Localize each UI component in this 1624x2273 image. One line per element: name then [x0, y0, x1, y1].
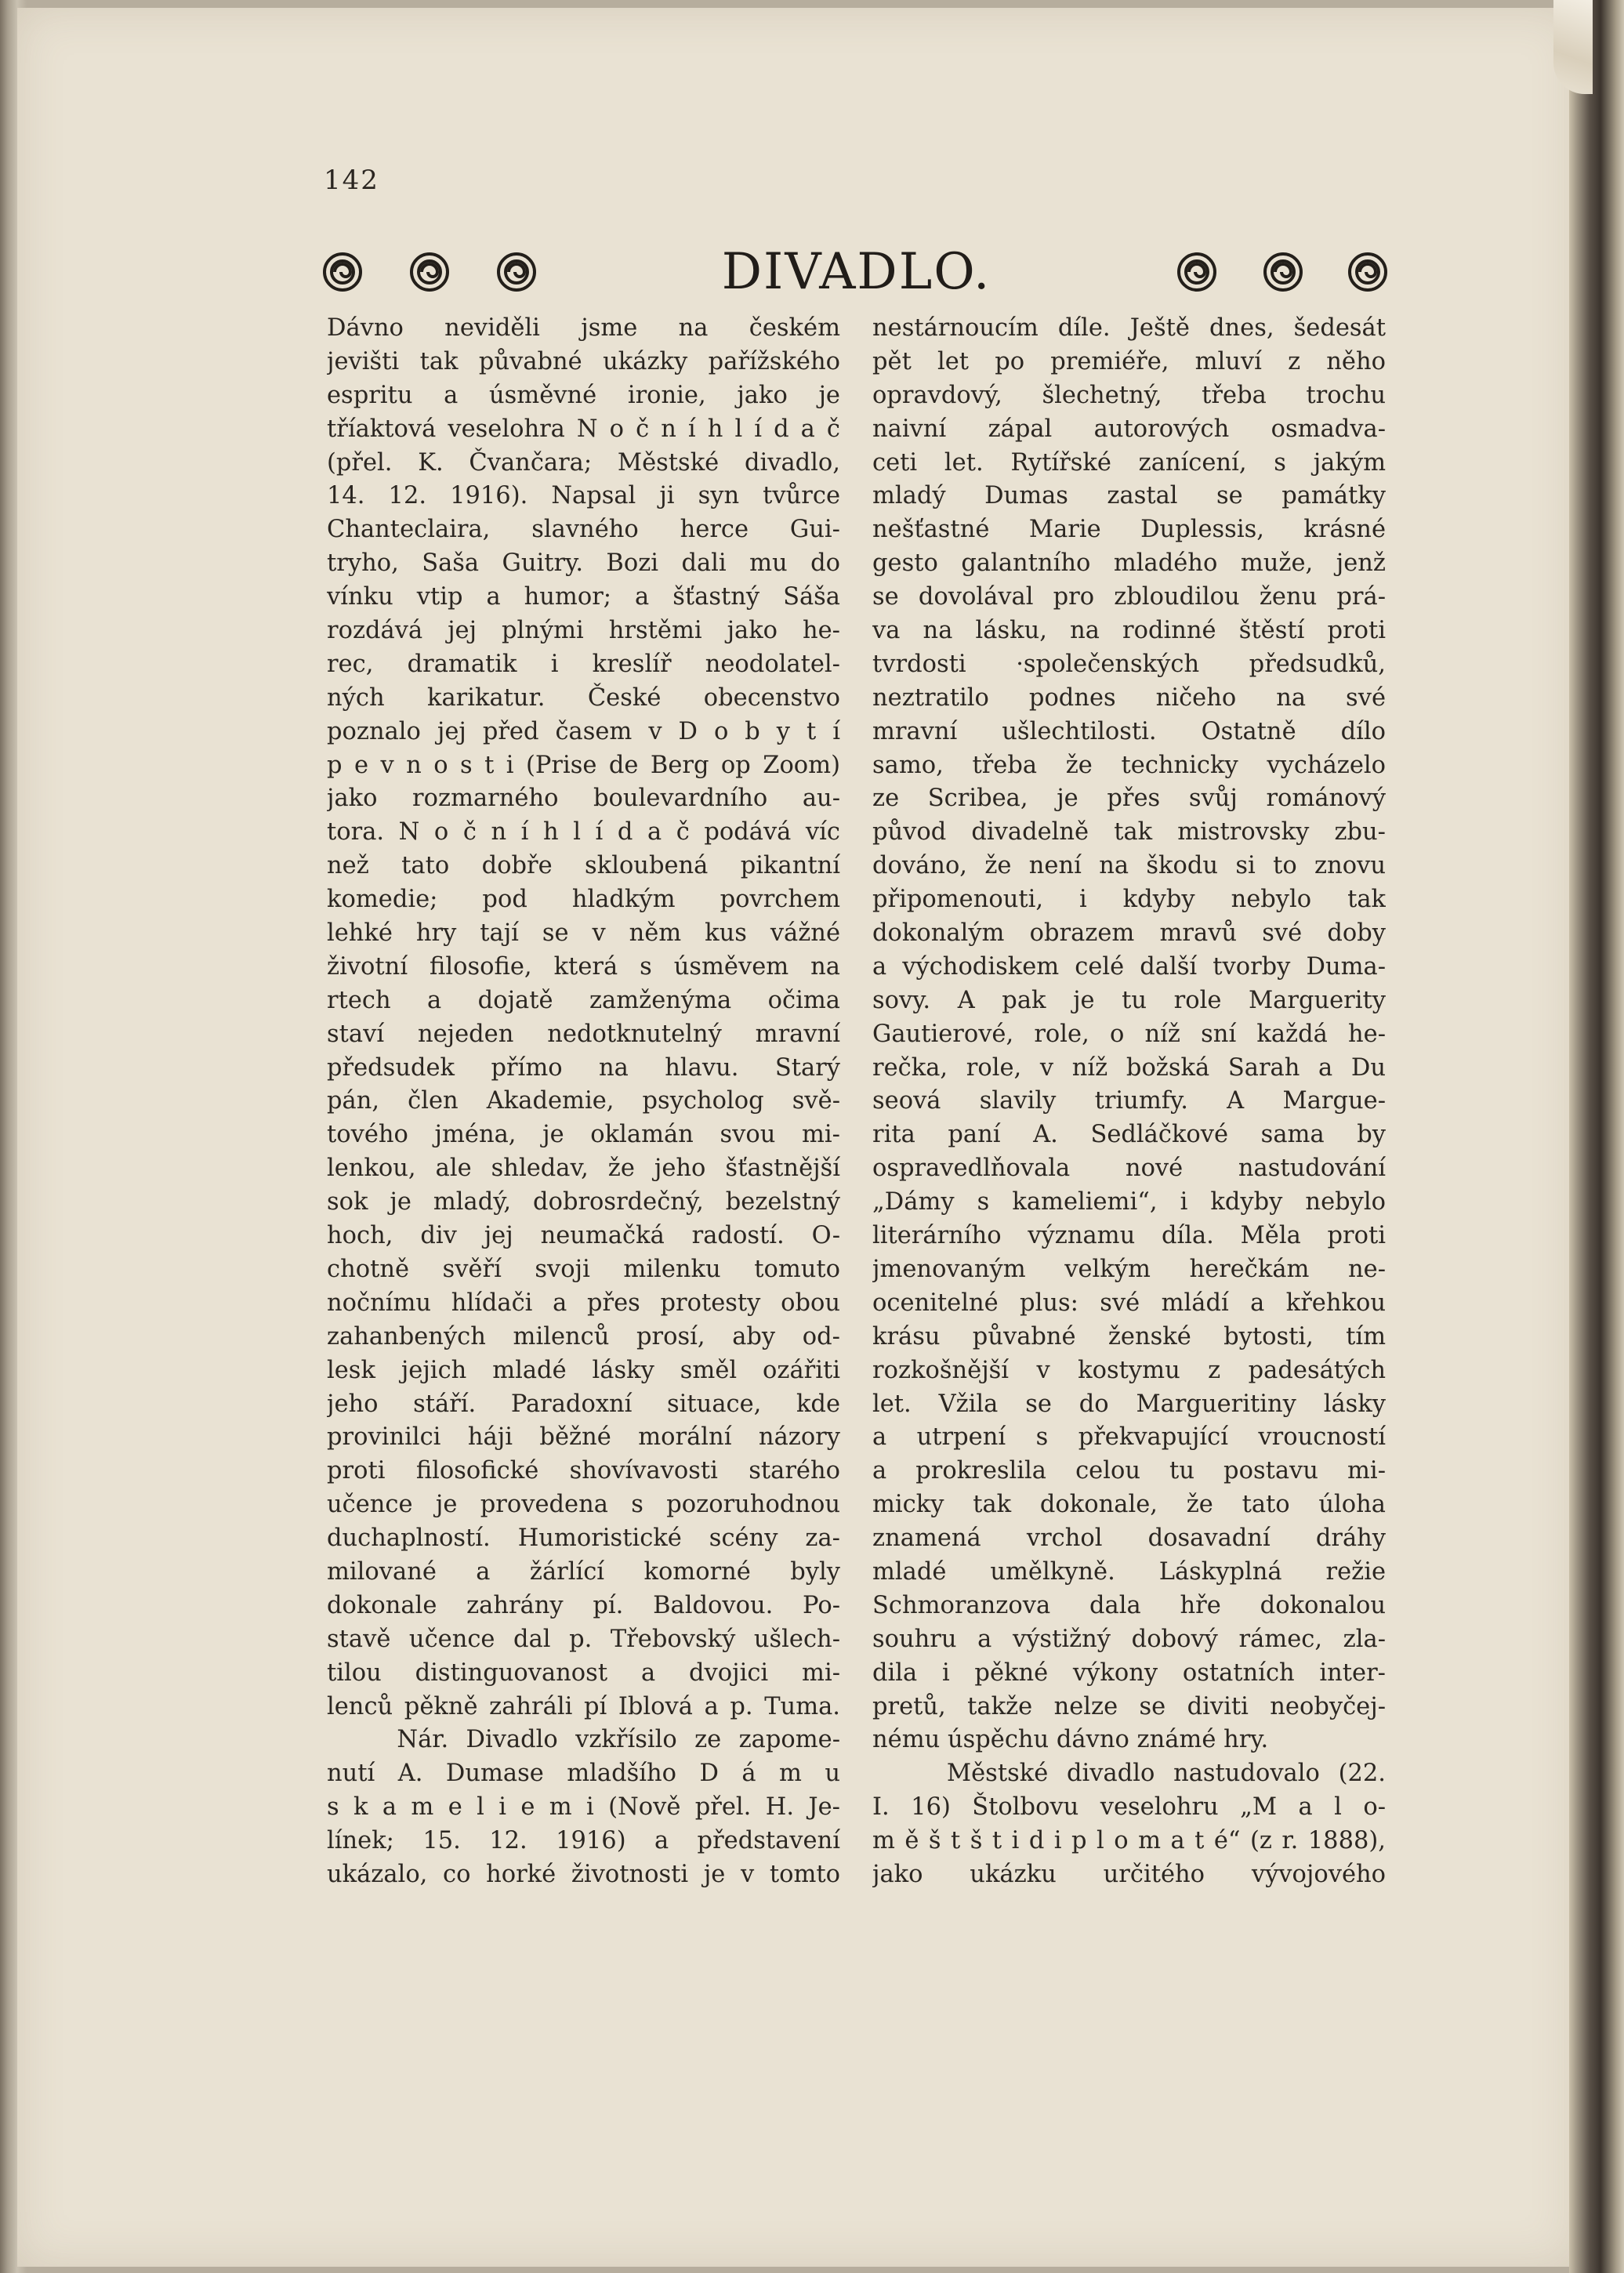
- text-line: nešťastné Marie Duplessis, krásné: [872, 516, 1386, 544]
- text-line: sok je mladý, dobrosrdečný, bezelstný: [327, 1188, 840, 1216]
- text-line: lenkou, ale shledav, že jeho šťastnější: [327, 1155, 840, 1183]
- text-line: znamená vrchol dosavadní dráhy: [872, 1524, 1386, 1553]
- text-line: p e v n o s t i (Prise de Berg op Zoom): [327, 751, 840, 779]
- text-line: nutí A. Dumase mladšího D á m u: [327, 1760, 840, 1788]
- text-line: I. 16) Štolbovu veselohru „M a l o-: [872, 1793, 1386, 1822]
- text-line: tového jména, je oklamán svou mi-: [327, 1121, 840, 1149]
- text-line: dováno, že není na škodu si to znovu: [872, 852, 1386, 880]
- text-line: nestárnoucím díle. Ještě dnes, šedesát: [872, 314, 1386, 342]
- text-line: tříaktová veselohra N o č n í h l í d a č: [327, 415, 840, 443]
- text-line: (přel. K. Čvančara; Městské divadlo,: [327, 448, 840, 477]
- text-line: životní filosofie, která s úsměvem na: [327, 952, 840, 981]
- text-line: jeho stáří. Paradoxní situace, kde: [327, 1390, 840, 1418]
- text-line: ze Scribea, je přes svůj románový: [872, 785, 1386, 813]
- rose-ornament-icon: [1347, 251, 1389, 293]
- text-line: neztratilo podnes ničeho na své: [872, 683, 1386, 712]
- text-line: stavě učence dal p. Třebovský ušlech-: [327, 1625, 840, 1653]
- text-line: chotně svěří svoji milenku tomuto: [327, 1255, 840, 1283]
- text-line: zahanbených milenců prosí, aby od-: [327, 1322, 840, 1350]
- text-line: gesto galantního mladého muže, jenž: [872, 549, 1386, 578]
- text-column-right: [872, 312, 1386, 1892]
- text-line: Městské divadlo nastudovalo (22.: [872, 1760, 1386, 1788]
- text-line: Chanteclaira, slavného herce Gui-: [327, 516, 840, 544]
- text-line: rečka, role, v níž božská Sarah a Du: [872, 1053, 1386, 1082]
- text-line: espritu a úsměvné ironie, jako je: [327, 381, 840, 409]
- text-line: „Dámy s kameliemi“, i kdyby nebylo: [872, 1188, 1386, 1216]
- text-line: rec, dramatik i kreslíř neodolatel-: [327, 650, 840, 678]
- text-line: tryho, Saša Guitry. Bozi dali mu do: [327, 549, 840, 578]
- text-line: poznalo jej před časem v D o b y t í: [327, 717, 840, 745]
- text-line: pán, člen Akademie, psycholog svě-: [327, 1087, 840, 1115]
- text-line: ných karikatur. České obecenstvo: [327, 683, 840, 712]
- text-line: předsudek přímo na hlavu. Starý: [327, 1053, 840, 1082]
- rose-ornament-icon: [1176, 251, 1218, 293]
- text-line: lehké hry tají se v něm kus vážné: [327, 919, 840, 948]
- text-line: mravní ušlechtilosti. Ostatně dílo: [872, 717, 1386, 745]
- text-line: lesk jejich mladé lásky směl ozářiti: [327, 1356, 840, 1384]
- text-line: dokonale zahrány pí. Baldovou. Po-: [327, 1591, 840, 1619]
- text-line: souhru a výstižný dobový rámec, zla-: [872, 1625, 1386, 1653]
- text-line: let. Vžila se do Margueritiny lásky: [872, 1390, 1386, 1418]
- text-line: provinilci háji běžné morální názory: [327, 1423, 840, 1452]
- text-line: naivní zápal autorových osmadva-: [872, 415, 1386, 443]
- text-line: jmenovaným velkým herečkám ne-: [872, 1255, 1386, 1283]
- text-line: va na lásku, na rodinné štěstí proti: [872, 617, 1386, 645]
- text-line: pět let po premiéře, mluví z něho: [872, 347, 1386, 375]
- text-line: rozkošnější v kostymu z padesátých: [872, 1356, 1386, 1384]
- rose-ornament-icon: [1262, 251, 1304, 293]
- text-line: a východiskem celé další tvorby Duma-: [872, 952, 1386, 981]
- text-line: rozdává jej plnými hrstěmi jako he-: [327, 617, 840, 645]
- text-line: jevišti tak půvabné ukázky pařížského: [327, 347, 840, 375]
- text-line: staví nejeden nedotknutelný mravní: [327, 1020, 840, 1048]
- text-line: vínku vtip a humor; a šťastný Sáša: [327, 583, 840, 611]
- text-line: ospravedlňovala nové nastudování: [872, 1155, 1386, 1183]
- text-line: Gautierové, role, o níž sní každá he-: [872, 1020, 1386, 1048]
- text-line: opravdový, šlechetný, třeba trochu: [872, 381, 1386, 409]
- page-corner-curl: [1553, 0, 1593, 94]
- text-line: Nár. Divadlo vzkřísilo ze zapome-: [327, 1726, 840, 1754]
- text-line: jako ukázku určitého vývojového: [872, 1860, 1386, 1888]
- text-line: Dávno neviděli jsme na českém: [327, 314, 840, 342]
- text-line: duchaplností. Humoristické scény za-: [327, 1524, 840, 1553]
- text-line: nému úspěchu dávno známé hry.: [872, 1726, 1269, 1754]
- text-line: mladý Dumas zastal se památky: [872, 482, 1386, 510]
- text-line: línek; 15. 12. 1916) a představení: [327, 1827, 840, 1855]
- text-line: připomenouti, i kdyby nebylo tak: [872, 886, 1386, 914]
- text-line: milované a žárlící komorné byly: [327, 1557, 840, 1586]
- text-line: jako rozmarného boulevardního au-: [327, 785, 840, 813]
- text-line: rtech a dojatě zamženýma očima: [327, 986, 840, 1014]
- text-line: dokonalým obrazem mravů své doby: [872, 919, 1386, 948]
- text-line: 14. 12. 1916). Napsal ji syn tvůrce: [327, 482, 840, 510]
- text-line: seová slavily triumfy. A Margue-: [872, 1087, 1386, 1115]
- page-number: 142: [324, 165, 379, 196]
- text-line: nočnímu hlídači a přes protesty obou: [327, 1289, 840, 1317]
- text-line: samo, třeba že technicky vycházelo: [872, 751, 1386, 779]
- text-line: ocenitelné plus: své mládí a křehkou: [872, 1289, 1386, 1317]
- text-line: a prokreslila celou tu postavu mi-: [872, 1457, 1386, 1485]
- text-line: tilou distinguovanost a dvojici mi-: [327, 1659, 840, 1687]
- page-title: DIVADLO.: [721, 243, 991, 301]
- text-line: m ě š t š t i d i p l o m a t é“ (z r. 1888),: [872, 1827, 1386, 1855]
- text-line: tora. N o č n í h l í d a č podává víc: [327, 818, 840, 846]
- text-line: ceti let. Rytířské zanícení, s jakým: [872, 448, 1386, 477]
- text-column-left: [327, 312, 840, 1892]
- text-line: Schmoranzova dala hře dokonalou: [872, 1591, 1386, 1619]
- section-heading: [321, 243, 1391, 301]
- text-line: se dovolával pro zbloudilou ženu prá-: [872, 583, 1386, 611]
- text-line: literárního významu díla. Měla proti: [872, 1222, 1386, 1250]
- text-line: rita paní A. Sedláčkové sama by: [872, 1121, 1386, 1149]
- text-line: hoch, div jej neumačká radostí. O-: [327, 1222, 840, 1250]
- text-line: původ divadelně tak mistrovsky zbu-: [872, 818, 1386, 846]
- text-line: micky tak dokonale, že tato úloha: [872, 1491, 1386, 1519]
- text-line: lenců pěkně zahráli pí Iblová a p. Tuma.: [327, 1692, 840, 1720]
- text-line: mladé umělkyně. Láskyplná režie: [872, 1557, 1386, 1586]
- text-line: ukázalo, co horké životnosti je v tomto: [327, 1860, 840, 1888]
- text-line: pretů, takže nelze se diviti neobyčej-: [872, 1692, 1386, 1720]
- text-line: komedie; pod hladkým povrchem: [327, 886, 840, 914]
- text-line: než tato dobře skloubená pikantní: [327, 852, 840, 880]
- text-line: s k a m e l i e m i (Nově přel. H. Je-: [327, 1793, 840, 1822]
- text-line: a utrpení s překvapující vroucností: [872, 1423, 1386, 1452]
- text-line: proti filosofické shovívavosti starého: [327, 1457, 840, 1485]
- text-line: učence je provedena s pozoruhodnou: [327, 1491, 840, 1519]
- text-line: dila i pěkné výkony ostatních inter-: [872, 1659, 1386, 1687]
- text-line: krásu půvabné ženské bytosti, tím: [872, 1322, 1386, 1350]
- text-line: tvrdosti ·společenských předsudků,: [872, 650, 1386, 678]
- page-spine-edge: [1569, 0, 1624, 2273]
- text-line: sovy. A pak je tu role Marguerity: [872, 986, 1386, 1014]
